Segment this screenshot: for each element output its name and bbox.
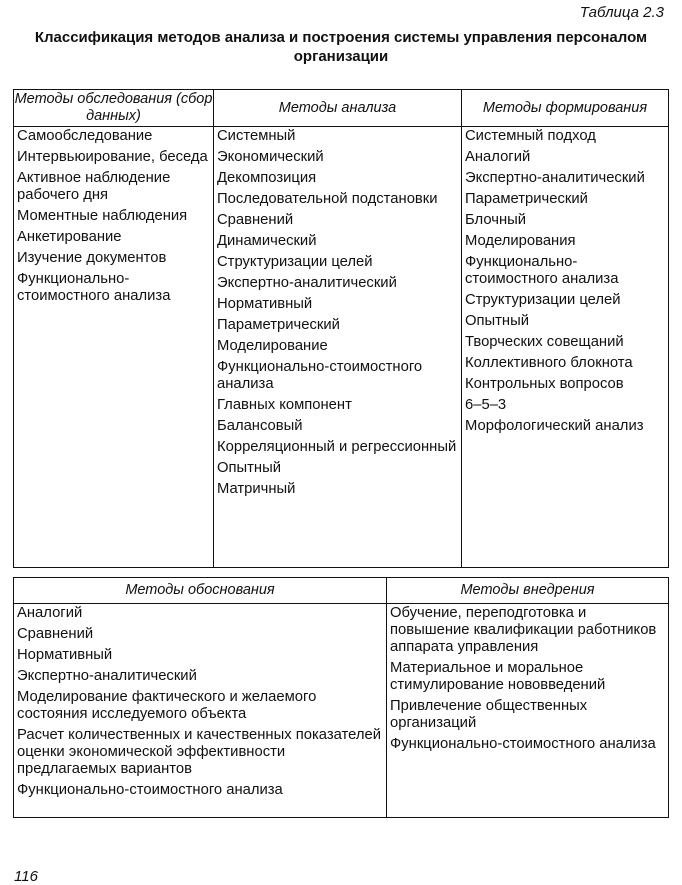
method-item: Моментные наблюдения	[17, 208, 188, 224]
header-formation-methods: Методы формирования	[462, 90, 669, 127]
method-item: Нормативный	[217, 296, 313, 312]
analysis-methods-cell	[214, 127, 462, 568]
method-item: Самообследование	[17, 128, 153, 144]
method-item: Аналогий	[17, 605, 83, 621]
method-item: Сравнений	[17, 626, 94, 642]
method-item: Опытный	[465, 313, 530, 329]
method-item: Контрольных вопросов	[465, 376, 624, 392]
method-item: Последовательной подстановки	[217, 191, 438, 207]
method-item: Экономический	[217, 149, 324, 165]
method-item: Обучение, переподготовка и повышение квалификации работников аппарата управления	[390, 605, 657, 655]
table-number-label: Таблица 2.3	[579, 4, 664, 21]
method-item: Динамический	[217, 233, 317, 249]
method-item: Структуризации целей	[465, 292, 621, 308]
method-item: Балансовый	[217, 418, 303, 434]
method-item: Нормативный	[17, 647, 113, 663]
method-item: Моделирования	[465, 233, 576, 249]
method-item: Параметрический	[217, 317, 340, 333]
method-item: Параметрический	[465, 191, 588, 207]
method-item: Изучение документов	[17, 250, 167, 266]
method-item: Творческих совещаний	[465, 334, 624, 350]
table-title: Классификация методов анализа и построения системы управления персоналом организации	[34, 29, 648, 65]
method-item: Главных компонент	[217, 397, 352, 413]
method-item: Корреляционный и регрессионный	[217, 439, 457, 455]
method-item: Экспертно-аналитический	[217, 275, 397, 291]
formation-methods-cell	[462, 127, 669, 568]
method-item: Моделирование	[217, 338, 328, 354]
method-item: Функционально-стоимостного анализа	[390, 736, 656, 752]
header-justification-methods: Методы обоснования	[14, 578, 387, 604]
implementation-methods-cell	[387, 604, 669, 818]
method-item: Анкетирование	[17, 229, 122, 245]
method-item: Функционально-стоимостного анализа	[17, 271, 171, 304]
method-item: Функционально-стоимостного анализа	[465, 254, 619, 287]
method-item: Моделирование фактического и желаемого состояния исследуемого объекта	[17, 689, 317, 722]
header-implementation-methods: Методы внедрения	[387, 578, 669, 604]
methods-table-main	[13, 89, 669, 568]
method-item: Коллективного блокнота	[465, 355, 633, 371]
survey-methods-cell	[14, 127, 214, 568]
method-item: Системный	[217, 128, 296, 144]
header-analysis-methods: Методы анализа	[214, 90, 462, 127]
method-item: Сравнений	[217, 212, 294, 228]
method-item: Морфологический анализ	[465, 418, 644, 434]
method-item: Привлечение общественных организаций	[390, 698, 588, 731]
method-item: Блочный	[465, 212, 527, 228]
method-item: Системный подход	[465, 128, 596, 144]
method-item: Расчет количественных и качественных показателей оценки экономической эффективности предлагаемых вариантов	[17, 727, 382, 777]
method-item: Функционально-стоимостного анализа	[217, 359, 423, 392]
method-item: Аналогий	[465, 149, 531, 165]
method-item: Материальное и моральное стимулирование нововведений	[390, 660, 606, 693]
method-item: Интервьюирование, беседа	[17, 149, 208, 165]
method-item: 6–5–3	[465, 397, 507, 413]
page-number: 116	[14, 868, 38, 885]
method-item: Экспертно-аналитический	[465, 170, 645, 186]
header-survey-methods: Методы обследования (сбор данных)	[14, 90, 214, 127]
method-item: Структуризации целей	[217, 254, 373, 270]
method-item: Экспертно-аналитический	[17, 668, 197, 684]
method-item: Активное наблюдение рабочего дня	[17, 170, 171, 203]
method-item: Опытный	[217, 460, 282, 476]
method-item: Матричный	[217, 481, 296, 497]
method-item: Функционально-стоимостного анализа	[17, 782, 283, 798]
methods-table-justification	[13, 577, 669, 818]
method-item: Декомпозиция	[217, 170, 317, 186]
justification-methods-cell	[14, 604, 387, 818]
